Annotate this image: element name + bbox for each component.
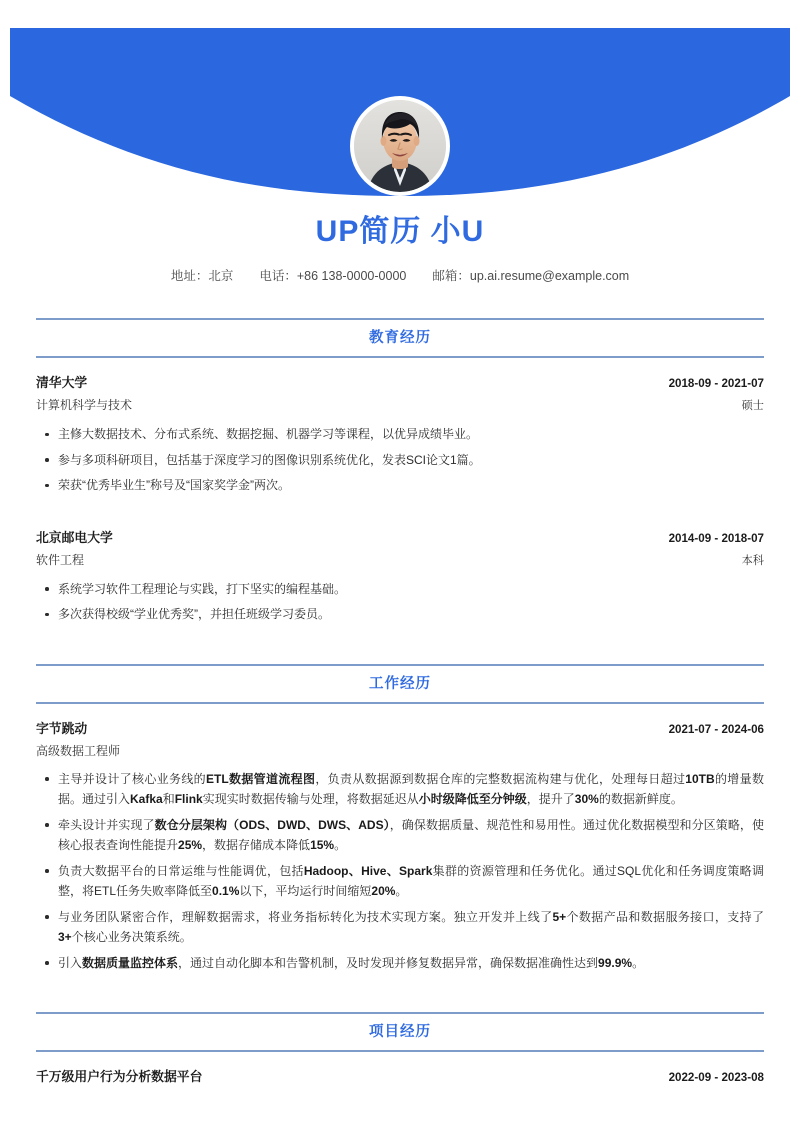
- bullet-emphasis: 小时级降低至分钟级: [418, 792, 527, 806]
- bullet-text: 引入: [58, 955, 83, 970]
- bullet-text: 负责大数据平台的日常运维与性能调优，包括: [58, 863, 304, 878]
- bullet-text: 的数据新鲜度。: [598, 792, 683, 806]
- bullet-item: [36, 579, 764, 600]
- bullet-text: 多次获得校级“学业优秀奖”，并担任班级学习委员。: [58, 607, 330, 621]
- bullet-text: 的增量数据。通过引入: [58, 771, 764, 806]
- bullet-text: 荣获“优秀毕业生”称号及“国家奖学金”两次。: [58, 478, 290, 492]
- entry-date-range: 2014-09 - 2018-07: [668, 531, 764, 545]
- entry-subtitle: 计算机科学与技术: [36, 398, 133, 412]
- entry-primary-row: [36, 372, 764, 395]
- entry-bullet-list: [36, 579, 764, 625]
- avatar: [350, 96, 450, 196]
- section-spacer: [36, 644, 764, 664]
- bullet-text: 牵头设计并实现了: [58, 817, 155, 832]
- bullet-gap: [36, 630, 764, 644]
- bullet-emphasis: 10TB: [685, 771, 715, 786]
- entry-bullet-list: [36, 424, 764, 496]
- entry: [36, 718, 764, 993]
- section-header-project: [36, 1012, 764, 1052]
- section-title: 项目经历: [369, 1024, 431, 1040]
- bullet-emphasis: 30%: [574, 792, 599, 806]
- bullet-item: [36, 907, 764, 948]
- entry-date-range: 2021-07 - 2024-06: [668, 722, 764, 736]
- resume-body: [0, 318, 800, 1089]
- contact-email: [432, 266, 629, 286]
- bullet-text: 主导并设计了核心业务线的: [58, 771, 206, 786]
- bullet-emphasis: 数仓分层架构（ODS、DWD、DWS、ADS）: [154, 817, 390, 832]
- page-title: UP简历 小U: [315, 215, 485, 248]
- bullet-text: 与业务团队紧密合作，理解数据需求，将业务指标转化为技术实现方案。独立开发并上线了: [58, 909, 553, 924]
- entry-primary-row: [36, 1066, 764, 1089]
- bullet-text: 。: [632, 955, 645, 970]
- entry-organization: 字节跳动: [36, 720, 88, 736]
- entry-date-range: 2018-09 - 2021-07: [668, 377, 764, 390]
- entry-primary-row: [36, 527, 764, 550]
- entry: [36, 527, 764, 644]
- entry-date-range: 2022-09 - 2023-08: [668, 1071, 764, 1084]
- bullet-item: [36, 604, 764, 625]
- bullet-emphasis: 5+: [552, 909, 567, 924]
- bullet-text: 参与多项科研项目，包括基于深度学习的图像识别系统优化，发表SCI论文1篇。: [58, 452, 481, 467]
- bullet-text: ，提升了: [526, 792, 575, 806]
- entry-subtitle: 软件工程: [36, 552, 85, 567]
- entry-organization: 北京邮电大学: [36, 529, 113, 545]
- contact-address-label: 地址：: [170, 269, 209, 283]
- bullet-gap: [36, 978, 764, 992]
- bullet-gap: [36, 501, 764, 515]
- bullet-text: 主修大数据技术、分布式系统、数据挖掘、机器学习等课程，以优异成绩毕业。: [58, 427, 479, 441]
- bullet-text: 。: [334, 838, 347, 852]
- bullet-text: 个数据产品和数据服务接口，支持了: [566, 909, 764, 924]
- contact-address-value: 北京: [208, 269, 234, 283]
- bullet-emphasis: Flink: [174, 792, 203, 806]
- bullet-text: 和: [162, 792, 175, 806]
- contact-phone: [259, 266, 406, 286]
- bullet-text: 实现实时数据传输与处理，将数据延迟从: [202, 792, 419, 806]
- bullet-emphasis: 20%: [371, 884, 396, 898]
- section-title: 教育经历: [369, 330, 431, 346]
- bullet-item: [36, 861, 764, 902]
- contact-email-label: 邮箱：: [432, 269, 470, 283]
- bullet-text: 以下，平均运行时间缩短: [239, 884, 372, 898]
- entry-organization: 清华大学: [36, 375, 88, 390]
- bullet-text: 个核心业务决策系统。: [71, 930, 192, 944]
- bullet-emphasis: 99.9%: [598, 955, 633, 970]
- section-education: [36, 318, 764, 644]
- entry-organization: 千万级用户行为分析数据平台: [36, 1069, 203, 1084]
- bullet-emphasis: 3+: [58, 930, 72, 944]
- entry-degree: 硕士: [741, 400, 764, 412]
- bullet-text: ，通过自动化脚本和告警机制，及时发现并修复数据异常，确保数据准确性达到: [178, 955, 599, 970]
- bullet-emphasis: 15%: [310, 838, 335, 852]
- bullet-emphasis: ETL数据管道流程图: [206, 771, 316, 786]
- contact-email-value: up.ai.resume@example.com: [469, 269, 630, 283]
- section-title: 工作经历: [369, 675, 431, 692]
- bullet-emphasis: 0.1%: [212, 884, 240, 898]
- resume-header: [0, 0, 800, 318]
- entry-secondary-row: [36, 741, 764, 762]
- entry: [36, 1066, 764, 1089]
- section-spacer: [36, 992, 764, 1012]
- contact-info: [0, 266, 800, 286]
- bullet-text: 。: [395, 884, 408, 898]
- bullet-text: ，数据存储成本降低: [202, 838, 311, 852]
- section-project: [36, 1012, 764, 1089]
- section-work: [36, 664, 764, 993]
- bullet-emphasis: 数据质量监控体系: [82, 955, 179, 970]
- bullet-text: 集群的资源管理和任务优化。通过SQL优化和任务调度策略调整，将ETL任务失败率降低至: [58, 863, 764, 898]
- contact-phone-label: 电话：: [259, 269, 297, 283]
- contact-phone-value: +86 138-0000-0000: [296, 269, 407, 283]
- entry-degree: 本科: [741, 554, 764, 567]
- bullet-item: [36, 769, 764, 810]
- bullet-emphasis: Kafka: [130, 792, 163, 806]
- contact-address: [171, 266, 234, 286]
- bullet-text: ，负责从数据源到数据仓库的完整数据流构建与优化，处理每日超过: [315, 771, 686, 786]
- bullet-item: [36, 953, 764, 974]
- bullet-item: [36, 475, 764, 496]
- entry-bullet-list: [36, 769, 764, 974]
- entry-primary-row: [36, 718, 764, 741]
- entry: [36, 372, 764, 515]
- bullet-item: [36, 450, 764, 471]
- bullet-text: ，确保数据质量、规范性和易用性。通过优化数据模型和分区策略，使核心报表查询性能提升: [58, 817, 764, 852]
- entry-secondary-row: [36, 550, 764, 572]
- bullet-item: [36, 424, 764, 445]
- entry-subtitle: 高级数据工程师: [36, 743, 121, 758]
- bullet-emphasis: Hadoop、Hive、Spark: [303, 863, 433, 878]
- bullet-text: 系统学习软件工程理论与实践，打下坚实的编程基础。: [58, 581, 347, 596]
- avatar-image: [354, 100, 446, 192]
- entry-secondary-row: [36, 395, 764, 417]
- bullet-item: [36, 815, 764, 856]
- bullet-emphasis: 25%: [178, 838, 203, 852]
- section-header-education: [36, 318, 764, 358]
- section-header-work: [36, 664, 764, 704]
